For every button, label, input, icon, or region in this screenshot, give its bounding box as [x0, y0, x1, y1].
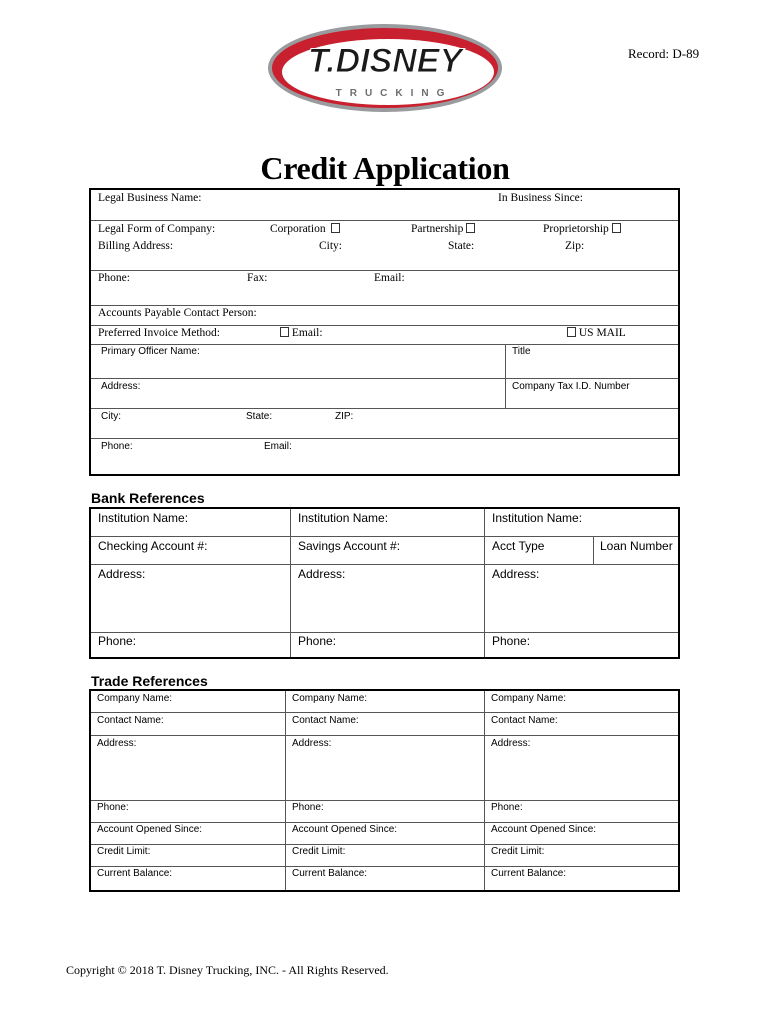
fax-field[interactable]: Fax: [247, 272, 268, 284]
trade-3-contact-field[interactable]: Contact Name: [491, 715, 558, 726]
record-number: Record: D-89 [628, 46, 700, 61]
partnership-option[interactable] [411, 223, 475, 235]
invoice-email-checkbox[interactable] [280, 327, 289, 337]
trade-2-contact-field[interactable]: Contact Name: [292, 715, 359, 726]
logo-wordmark: T.DISNEY [307, 42, 463, 80]
billing-zip-field[interactable]: Zip: [565, 240, 585, 252]
bank-2-institution-field[interactable]: Institution Name: [298, 511, 389, 525]
billing-address-field[interactable]: Billing Address: [98, 240, 174, 252]
trade-1-credit-limit-field[interactable]: Credit Limit: [97, 846, 151, 857]
bank-1-institution-field[interactable]: Institution Name: [98, 511, 189, 525]
legal-business-name-field[interactable]: Legal Business Name: [98, 192, 202, 204]
trade-3-credit-limit-field[interactable]: Credit Limit: [491, 846, 545, 857]
corporation-option[interactable] [270, 223, 340, 235]
invoice-mail-checkbox[interactable] [567, 327, 576, 337]
trade-3-account-opened-field[interactable]: Account Opened Since: [491, 824, 597, 835]
bank-references-box [89, 507, 680, 659]
ap-contact-field[interactable]: Accounts Payable Contact Person: [98, 307, 257, 319]
trade-1-account-opened-field[interactable]: Account Opened Since: [97, 824, 203, 835]
trade-references-box [89, 689, 680, 892]
bank-3-phone-field[interactable]: Phone: [492, 634, 531, 648]
trade-1-address-field[interactable]: Address: [97, 738, 137, 749]
trade-2-credit-limit-field[interactable]: Credit Limit: [292, 846, 346, 857]
trade-1-balance-field[interactable]: Current Balance: [97, 868, 173, 879]
invoice-email-label: Email: [291, 327, 323, 339]
trade-2-phone-field[interactable]: Phone: [292, 802, 324, 813]
invoice-method-label: Preferred Invoice Method: [98, 327, 220, 339]
partnership-label: Partnership [411, 223, 464, 235]
trade-3-balance-field[interactable]: Current Balance: [491, 868, 567, 879]
bank-references-heading: Bank References [91, 490, 205, 506]
partnership-checkbox[interactable] [466, 223, 475, 233]
logo-tagline: TRUCKING [335, 88, 453, 99]
bank-3-institution-field[interactable]: Institution Name: [492, 511, 583, 525]
trade-3-address-field[interactable]: Address: [491, 738, 531, 749]
trade-2-address-field[interactable]: Address: [292, 738, 332, 749]
savings-account-field[interactable]: Savings Account #: [298, 539, 401, 553]
company-logo [266, 22, 504, 114]
bank-2-address-field[interactable]: Address: [298, 567, 346, 581]
bank-1-phone-field[interactable]: Phone: [98, 634, 137, 648]
officer-name-field[interactable]: Primary Officer Name: [101, 346, 200, 357]
proprietorship-option[interactable] [543, 223, 621, 235]
officer-title-field[interactable]: Title [512, 346, 531, 357]
billing-city-field[interactable]: City: [319, 240, 343, 252]
acct-type-field[interactable]: Acct Type [492, 539, 545, 553]
phone-field[interactable]: Phone: [98, 272, 130, 284]
trade-2-company-field[interactable]: Company Name: [292, 693, 368, 704]
trade-3-phone-field[interactable]: Phone: [491, 802, 523, 813]
trade-1-phone-field[interactable]: Phone: [97, 802, 129, 813]
invoice-mail-option[interactable] [567, 327, 626, 339]
bank-1-address-field[interactable]: Address: [98, 567, 146, 581]
invoice-mail-label: US MAIL [578, 327, 626, 339]
officer-city-field[interactable]: City: [101, 411, 121, 422]
in-business-since-field[interactable]: In Business Since: [498, 192, 583, 204]
loan-number-field[interactable]: Loan Number [600, 539, 673, 553]
legal-form-label: Legal Form of Company: [98, 223, 216, 235]
corporation-label: Corporation [270, 223, 326, 235]
officer-email-field[interactable]: Email: [264, 441, 292, 452]
trade-2-balance-field[interactable]: Current Balance: [292, 868, 368, 879]
trade-3-company-field[interactable]: Company Name: [491, 693, 567, 704]
proprietorship-label: Proprietorship [543, 223, 609, 235]
invoice-email-option[interactable] [280, 327, 323, 339]
officer-state-field[interactable]: State: [246, 411, 273, 422]
trade-2-account-opened-field[interactable]: Account Opened Since: [292, 824, 398, 835]
email-field[interactable]: Email: [374, 272, 405, 284]
tax-id-field[interactable]: Company Tax I.D. Number [512, 381, 630, 392]
trade-1-company-field[interactable]: Company Name: [97, 693, 173, 704]
trade-1-contact-field[interactable]: Contact Name: [97, 715, 164, 726]
page-title: Credit Application [260, 150, 510, 186]
corporation-checkbox[interactable] [331, 223, 340, 233]
officer-phone-field[interactable]: Phone: [101, 441, 133, 452]
officer-address-field[interactable]: Address: [101, 381, 141, 392]
billing-state-field[interactable]: State: [448, 240, 475, 252]
proprietorship-checkbox[interactable] [612, 223, 621, 233]
officer-zip-field[interactable]: ZIP: [335, 411, 354, 422]
checking-account-field[interactable]: Checking Account #: [98, 539, 208, 553]
bank-3-address-field[interactable]: Address: [492, 567, 540, 581]
trade-references-heading: Trade References [91, 673, 208, 689]
bank-2-phone-field[interactable]: Phone: [298, 634, 337, 648]
copyright-notice: Copyright © 2018 T. Disney Trucking, INC. - All Rights Reserved. [66, 963, 389, 977]
